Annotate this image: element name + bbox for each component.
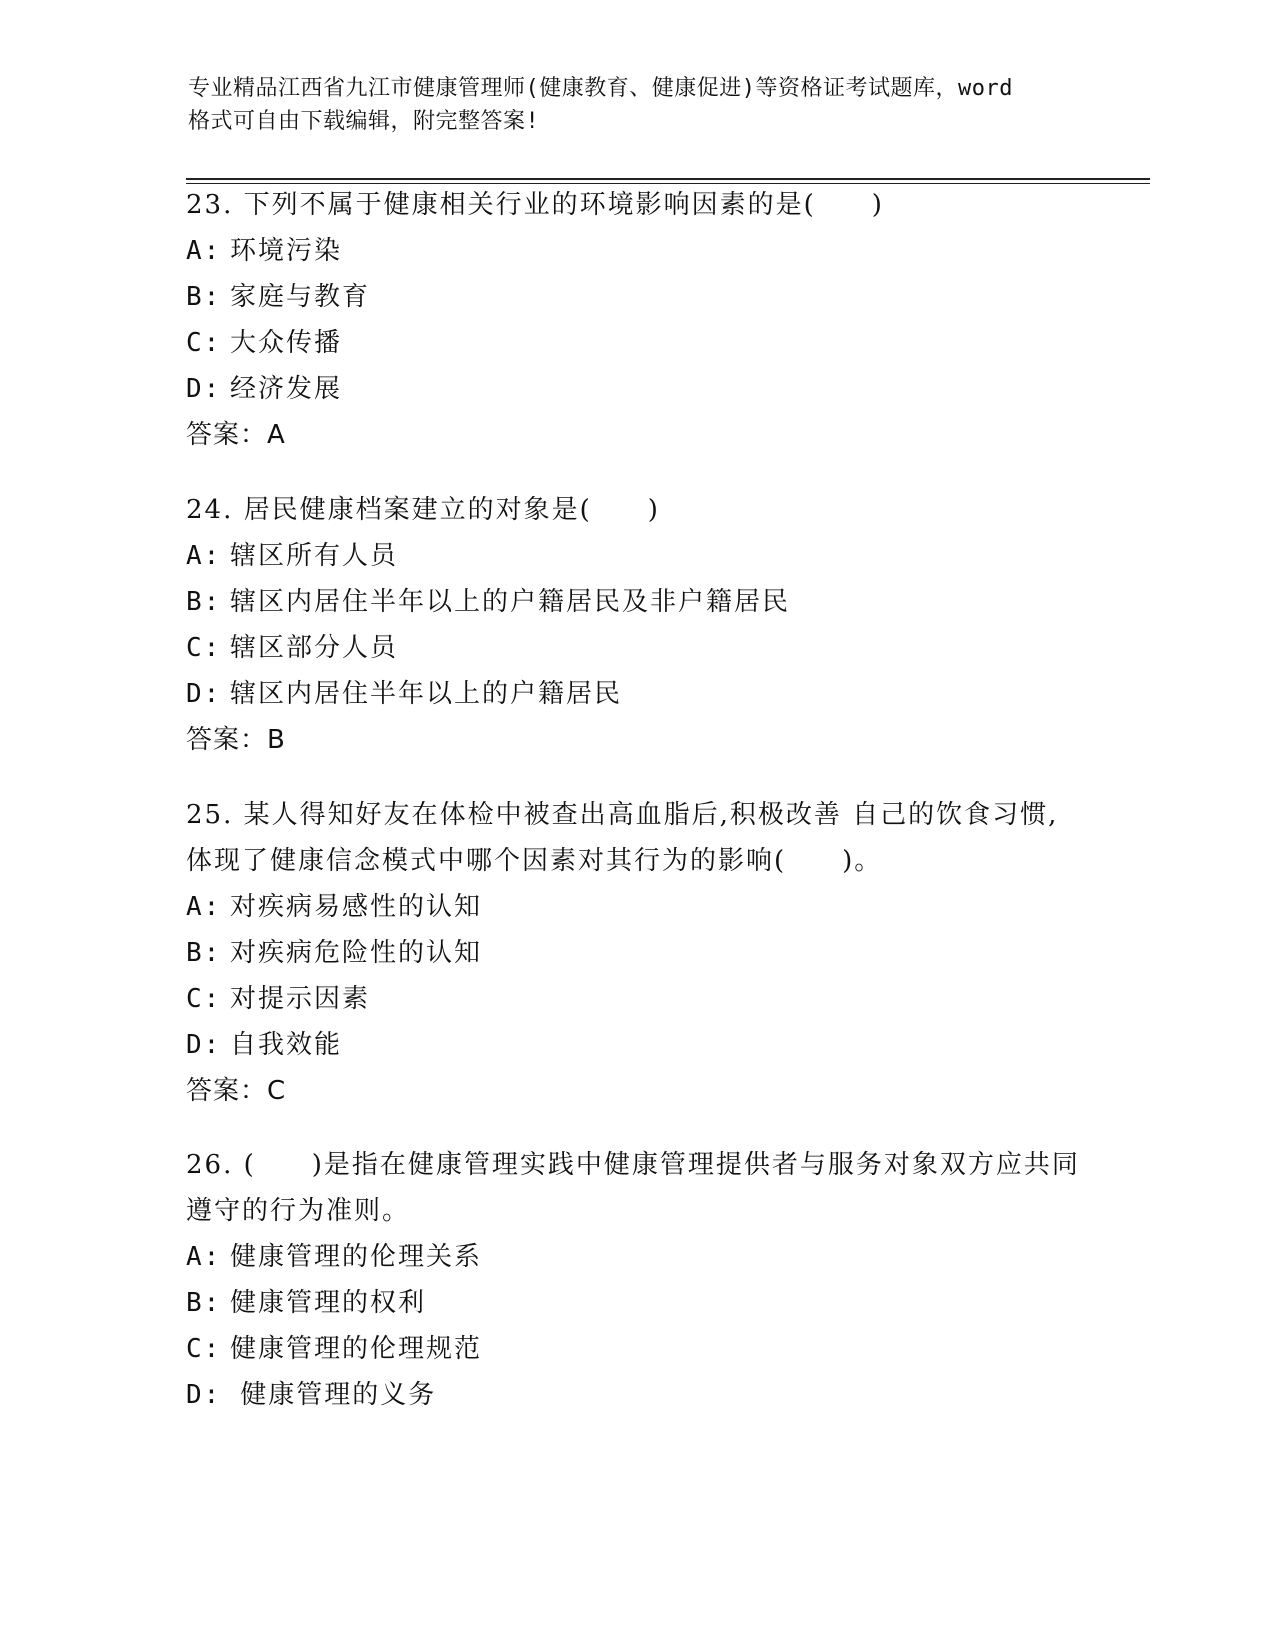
question-text: 26. ( )是指在健康管理实践中健康管理提供者与服务对象双方应共同遵守的行为准则。 xyxy=(186,1150,1080,1226)
option-letter: C: xyxy=(186,328,222,358)
option-text: 辖区内居住半年以上的户籍居民及非户籍居民 xyxy=(230,587,791,617)
answer-line xyxy=(186,412,1086,458)
option-text: 环境污染 xyxy=(230,236,343,266)
question-24 xyxy=(186,487,1086,763)
option-text: 健康管理的伦理关系 xyxy=(230,1242,483,1272)
option-text: 辖区所有人员 xyxy=(230,541,399,571)
option-text: 自我效能 xyxy=(230,1030,343,1060)
option-letter: A: xyxy=(186,236,222,266)
option-letter: B: xyxy=(186,587,222,617)
option-letter: C: xyxy=(186,1334,222,1364)
question-text: 23. 下列不属于健康相关行业的环境影响因素的是( ) xyxy=(186,190,884,220)
answer-value: C xyxy=(267,1076,286,1106)
answer-label: 答案： xyxy=(186,1076,268,1106)
answer-value: A xyxy=(267,420,285,450)
question-text: 24. 居民健康档案建立的对象是( ) xyxy=(186,495,660,525)
option-letter: B: xyxy=(186,1288,222,1318)
question-23 xyxy=(186,182,1086,458)
option-a xyxy=(186,1234,1086,1280)
option-a xyxy=(186,533,1086,579)
question-26 xyxy=(186,1142,1086,1418)
option-text: 对提示因素 xyxy=(230,984,371,1014)
option-a xyxy=(186,884,1086,930)
answer-line xyxy=(186,717,1086,763)
header-line-2: 格式可自由下载编辑，附完整答案! xyxy=(188,109,540,134)
option-text: 经济发展 xyxy=(230,374,343,404)
option-c xyxy=(186,320,1086,366)
question-text: 25. 某人得知好友在体检中被查出高血脂后,积极改善 自己的饮食习惯,体现了健康信念模式中哪个因素对其行为的影响( )。 xyxy=(186,800,1059,876)
option-d xyxy=(186,671,1086,717)
option-letter: D: xyxy=(186,1380,222,1410)
option-c xyxy=(186,976,1086,1022)
answer-value: B xyxy=(267,725,285,755)
option-c xyxy=(186,625,1086,671)
option-c xyxy=(186,1326,1086,1372)
option-text: 家庭与教育 xyxy=(230,282,371,312)
option-text: 健康管理的义务 xyxy=(230,1380,437,1410)
option-a xyxy=(186,228,1086,274)
header-line-1: 专业精品江西省九江市健康管理师(健康教育、健康促进)等资格证考试题库，word xyxy=(188,76,1013,101)
option-letter: D: xyxy=(186,679,222,709)
option-letter: A: xyxy=(186,1242,222,1272)
option-d xyxy=(186,1022,1086,1068)
option-letter: D: xyxy=(186,1030,222,1060)
answer-label: 答案： xyxy=(186,420,268,450)
option-b xyxy=(186,930,1086,976)
header-divider-thick xyxy=(186,178,1150,180)
option-b xyxy=(186,274,1086,320)
option-text: 辖区内居住半年以上的户籍居民 xyxy=(230,679,623,709)
option-b xyxy=(186,579,1086,625)
answer-label: 答案： xyxy=(186,725,268,755)
option-letter: A: xyxy=(186,541,222,571)
answer-line xyxy=(186,1068,1086,1114)
option-b xyxy=(186,1280,1086,1326)
option-letter: B: xyxy=(186,938,222,968)
question-25 xyxy=(186,792,1086,1114)
option-text: 辖区部分人员 xyxy=(230,633,399,663)
option-text: 健康管理的伦理规范 xyxy=(230,1334,483,1364)
option-text: 大众传播 xyxy=(230,328,343,358)
option-text: 对疾病易感性的认知 xyxy=(230,892,483,922)
option-letter: B: xyxy=(186,282,222,312)
document-header xyxy=(188,72,1088,138)
option-text: 对疾病危险性的认知 xyxy=(230,938,483,968)
option-d xyxy=(186,1372,1086,1418)
option-letter: D: xyxy=(186,374,222,404)
option-letter: C: xyxy=(186,984,222,1014)
option-text: 健康管理的权利 xyxy=(230,1288,427,1318)
option-letter: A: xyxy=(186,892,222,922)
option-letter: C: xyxy=(186,633,222,663)
option-d xyxy=(186,366,1086,412)
